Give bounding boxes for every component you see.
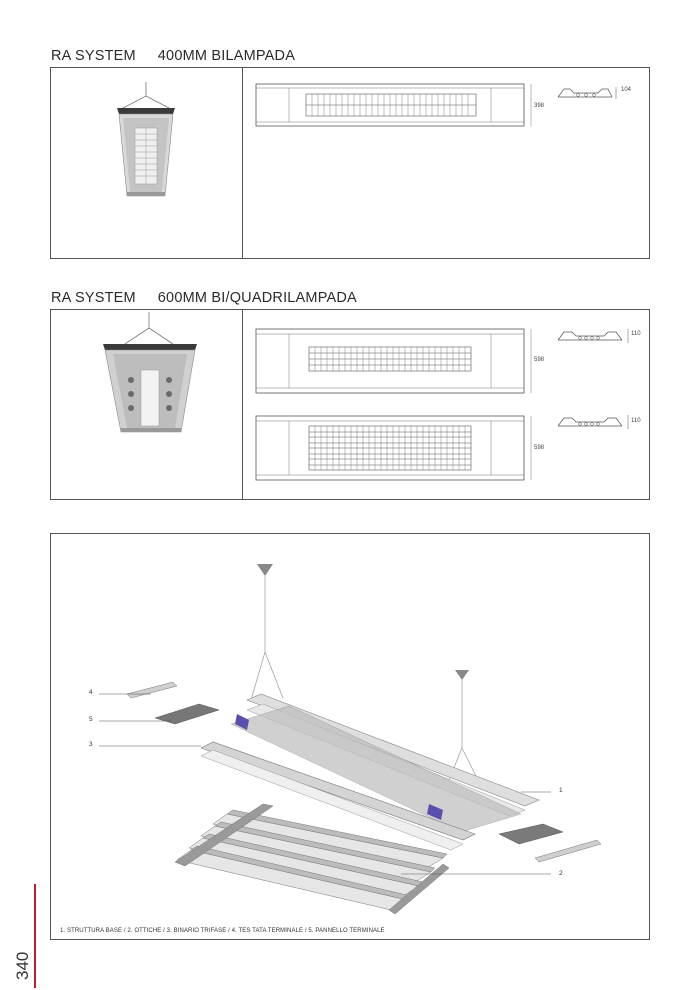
profile-dim-600-a: 110	[631, 331, 641, 337]
exploded-view-box	[50, 533, 650, 940]
section-2-divider	[242, 310, 243, 499]
callout-2: 2	[559, 870, 563, 877]
section-2-box	[50, 309, 650, 500]
profile-dim-400: 104	[621, 87, 632, 93]
exploded-view-drawing	[51, 534, 651, 941]
profile-400-drawing	[556, 83, 616, 103]
section-2-title	[51, 290, 357, 306]
section-1-model: 400MM BILAMPADA	[157, 48, 296, 64]
page-number	[13, 944, 37, 980]
section-2-system: RA SYSTEM	[51, 290, 136, 306]
legend-caption: 1. STRUTTURA BASE / 2. OTTICHE / 3. BINARIO TRIFASE / 4. TES TATA TERMINALE / 5. PANNELLO TERMINALE	[60, 928, 385, 934]
luminaire-400-image	[51, 68, 241, 258]
height-dim-600-b: 598	[534, 445, 545, 451]
page-number-text: 340	[13, 951, 32, 980]
profile-dim-600-b: 110	[631, 418, 641, 424]
height-dim-400: 398	[534, 103, 545, 109]
profile-600-a-drawing	[556, 326, 626, 346]
profile-600-b-drawing	[556, 412, 626, 432]
callout-3: 3	[89, 741, 93, 748]
height-dim-600-a: 598	[534, 357, 545, 363]
top-view-600-b-drawing	[251, 414, 551, 484]
section-1-box	[50, 67, 650, 259]
top-view-600-a-drawing	[251, 327, 551, 397]
section-1-system: RA SYSTEM	[51, 48, 136, 64]
callout-1: 1	[559, 787, 563, 794]
luminaire-600-image	[51, 310, 241, 500]
section-2-model: 600MM BI/QUADRILAMPADA	[157, 290, 357, 306]
callout-4: 4	[89, 689, 93, 696]
callout-5: 5	[89, 716, 93, 723]
top-view-400-drawing	[251, 82, 551, 132]
section-1-divider	[242, 68, 243, 258]
section-1-title	[51, 48, 295, 64]
